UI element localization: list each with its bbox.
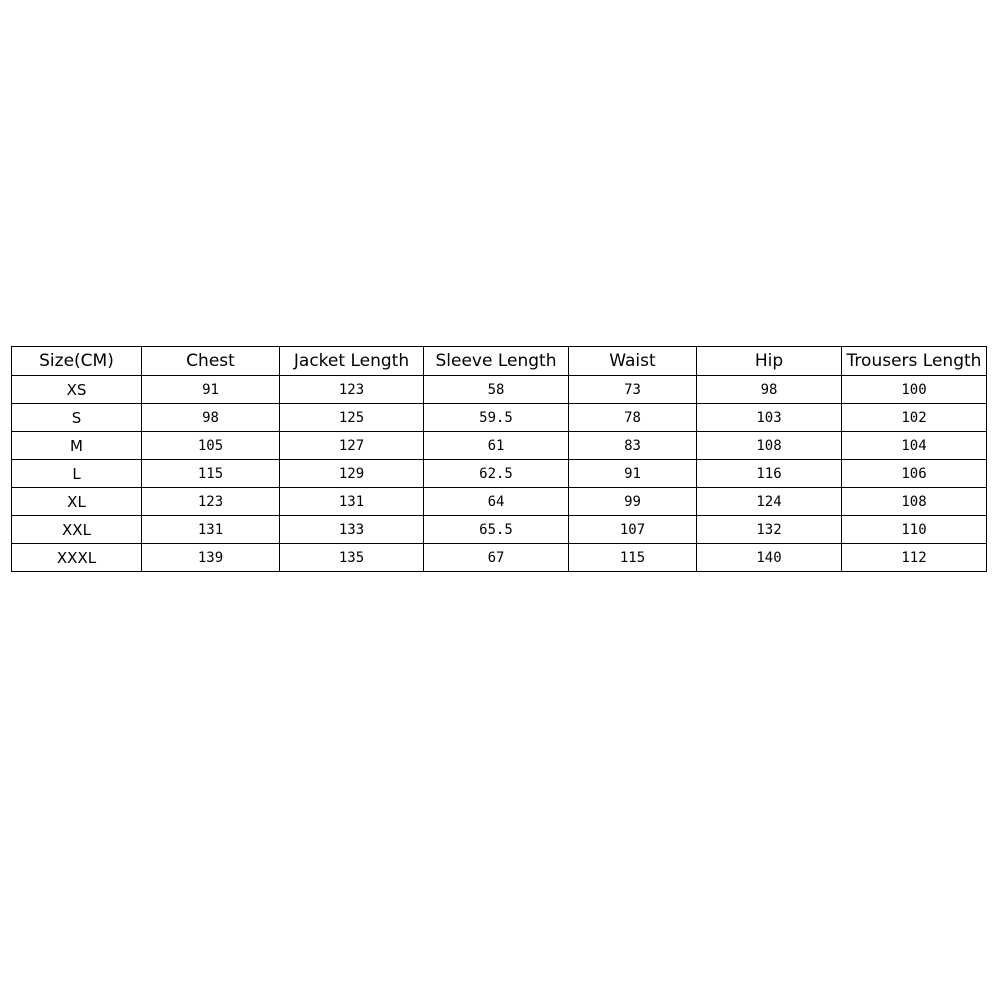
chest-cell: 123 <box>142 488 280 516</box>
sleeve-length-cell: 62.5 <box>424 460 569 488</box>
table-row <box>12 516 987 544</box>
header-row <box>12 347 987 376</box>
sleeve-length-cell: 64 <box>424 488 569 516</box>
chest-cell: 98 <box>142 404 280 432</box>
jacket-length-cell: 129 <box>280 460 424 488</box>
jacket-length-cell: 135 <box>280 544 424 572</box>
sleeve-length-cell: 58 <box>424 376 569 404</box>
trousers-length-cell: 108 <box>842 488 987 516</box>
table-row <box>12 544 987 572</box>
size-cell: XL <box>12 488 142 516</box>
hip-cell: 116 <box>697 460 842 488</box>
hip-cell: 98 <box>697 376 842 404</box>
header-hip: Hip <box>697 347 842 376</box>
chest-cell: 139 <box>142 544 280 572</box>
waist-cell: 78 <box>569 404 697 432</box>
trousers-length-cell: 112 <box>842 544 987 572</box>
waist-cell: 99 <box>569 488 697 516</box>
size-cell: XXXL <box>12 544 142 572</box>
header-chest: Chest <box>142 347 280 376</box>
size-cell: M <box>12 432 142 460</box>
chest-cell: 131 <box>142 516 280 544</box>
header-size: Size(CM) <box>12 347 142 376</box>
trousers-length-cell: 104 <box>842 432 987 460</box>
table-row <box>12 488 987 516</box>
jacket-length-cell: 131 <box>280 488 424 516</box>
size-cell: L <box>12 460 142 488</box>
hip-cell: 124 <box>697 488 842 516</box>
trousers-length-cell: 102 <box>842 404 987 432</box>
table-row <box>12 404 987 432</box>
jacket-length-cell: 125 <box>280 404 424 432</box>
header-waist: Waist <box>569 347 697 376</box>
header-sleeve-length: Sleeve Length <box>424 347 569 376</box>
waist-cell: 73 <box>569 376 697 404</box>
trousers-length-cell: 106 <box>842 460 987 488</box>
size-chart-table <box>11 346 987 572</box>
waist-cell: 91 <box>569 460 697 488</box>
hip-cell: 103 <box>697 404 842 432</box>
trousers-length-cell: 110 <box>842 516 987 544</box>
header-jacket-length: Jacket Length <box>280 347 424 376</box>
waist-cell: 83 <box>569 432 697 460</box>
trousers-length-cell: 100 <box>842 376 987 404</box>
sleeve-length-cell: 65.5 <box>424 516 569 544</box>
chest-cell: 105 <box>142 432 280 460</box>
chest-cell: 115 <box>142 460 280 488</box>
hip-cell: 140 <box>697 544 842 572</box>
sleeve-length-cell: 67 <box>424 544 569 572</box>
sleeve-length-cell: 59.5 <box>424 404 569 432</box>
table-row <box>12 376 987 404</box>
size-cell: S <box>12 404 142 432</box>
waist-cell: 115 <box>569 544 697 572</box>
jacket-length-cell: 127 <box>280 432 424 460</box>
size-cell: XXL <box>12 516 142 544</box>
header-trousers-length: Trousers Length <box>842 347 987 376</box>
hip-cell: 132 <box>697 516 842 544</box>
sleeve-length-cell: 61 <box>424 432 569 460</box>
table-row <box>12 460 987 488</box>
waist-cell: 107 <box>569 516 697 544</box>
size-cell: XS <box>12 376 142 404</box>
jacket-length-cell: 133 <box>280 516 424 544</box>
table-row <box>12 432 987 460</box>
jacket-length-cell: 123 <box>280 376 424 404</box>
hip-cell: 108 <box>697 432 842 460</box>
chest-cell: 91 <box>142 376 280 404</box>
